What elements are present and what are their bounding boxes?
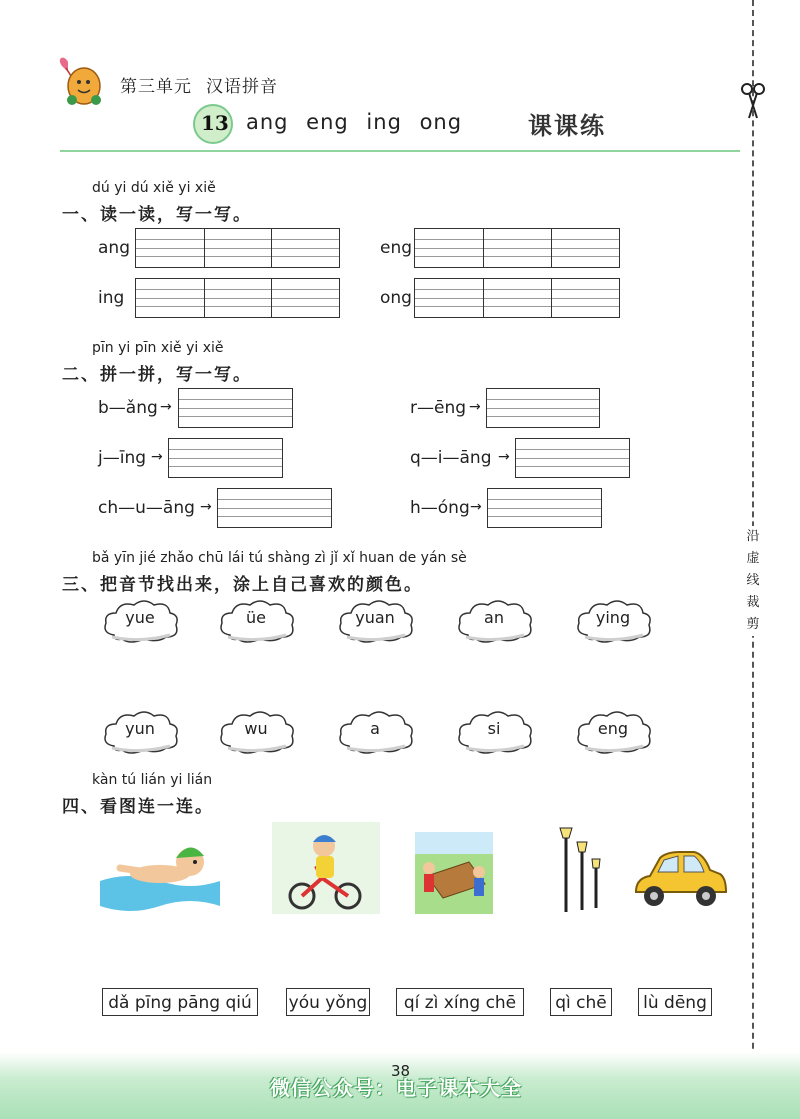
cut-char: 剪 [746,617,760,632]
street-lamps-picture[interactable] [552,822,610,914]
mascot-illustration [54,48,116,110]
scissors-icon [740,82,766,122]
section1-label-ing: ing [98,288,125,308]
cut-char: 线 [746,573,760,588]
section3-title: 三、把音节找出来，涂上自己喜欢的颜色。 [62,575,423,595]
section4-title: 四、看图连一连。 [62,797,214,817]
word-card[interactable]: yóu yǒng [286,988,370,1016]
cloud-syllable-label: an [484,608,504,627]
lesson-number: 13 [201,111,229,135]
word-card[interactable]: qì chē [550,988,612,1016]
unit-heading [120,72,278,97]
syllable-cloud[interactable] [335,597,415,645]
brand-title: 课课练 [528,112,606,140]
arrow-icon: → [469,399,481,415]
cloud-syllable-label: eng [597,719,629,738]
syllable-cloud[interactable] [573,597,653,645]
section2-title: 二、拼一拼，写一写。 [62,365,252,385]
answer-box[interactable] [515,438,630,478]
section1-pinyin: dú yi dú xiě yi xiě [92,180,216,196]
swimming-picture[interactable] [100,826,220,916]
writing-grid-ong[interactable] [414,278,620,318]
syllable-cloud[interactable] [216,597,296,645]
section4-pinyin: kàn tú lián yi lián [92,772,213,788]
cut-char: 沿 [746,529,760,544]
syllable-cloud[interactable] [573,708,653,756]
lesson-title: ang eng ing ong [246,110,463,134]
answer-box[interactable] [178,388,293,428]
answer-box[interactable] [168,438,283,478]
section2-pinyin: pīn yi pīn xiě yi xiě [92,340,224,356]
section1-label-ang: ang [98,238,130,258]
syllable-cloud[interactable] [100,708,180,756]
spell-syllable: h—óng [410,498,470,518]
spell-syllable: q—i—āng [410,448,492,468]
syllable-cloud[interactable] [216,708,296,756]
cloud-syllable-label: yuan [355,608,395,627]
cloud-syllable-label: wu [244,719,268,738]
unit-number: 第三单元 [120,77,192,97]
cloud-syllable-label: yue [125,608,155,627]
table-tennis-picture[interactable] [415,832,493,914]
cycling-picture[interactable] [272,822,380,914]
arrow-icon: → [498,449,510,465]
cut-char: 虚 [746,551,760,566]
spell-syllable: ch—u—āng [98,498,195,518]
unit-title: 汉语拼音 [206,77,278,97]
answer-box[interactable] [486,388,600,428]
writing-grid-ang[interactable] [135,228,340,268]
cut-char: 裁 [746,595,760,610]
cloud-syllable-label: ying [595,608,631,627]
spell-syllable: r—ēng [410,398,467,418]
wechat-banner: 微信公众号：电子课本大全 [270,1076,522,1100]
lesson-number-badge [193,104,233,144]
spell-syllable: j—īng [98,448,147,468]
syllable-cloud[interactable] [335,708,415,756]
syllable-cloud[interactable] [454,597,534,645]
cloud-syllable-label: yun [125,719,155,738]
arrow-icon: → [200,499,212,515]
arrow-icon: → [151,449,163,465]
word-card[interactable]: dǎ pīng pāng qiú [102,988,258,1016]
word-card[interactable]: lù dēng [638,988,712,1016]
syllable-cloud[interactable] [100,597,180,645]
cloud-syllable-label: a [370,719,380,738]
car-picture[interactable] [630,848,728,910]
writing-grid-ing[interactable] [135,278,340,318]
writing-grid-eng[interactable] [414,228,620,268]
spell-syllable: b—ǎng [98,398,158,418]
cloud-syllable-label: üe [246,608,266,627]
cloud-syllable-label: si [487,719,501,738]
answer-box[interactable] [217,488,332,528]
header-divider [60,150,740,152]
arrow-icon: → [470,499,482,515]
section1-title: 一、读一读，写一写。 [62,205,252,225]
answer-box[interactable] [487,488,602,528]
section3-pinyin: bǎ yīn jié zhǎo chū lái tú shàng zì jǐ xǐ huan de yán sè [92,550,467,566]
page-number: 38 [391,1062,411,1080]
syllable-cloud[interactable] [454,708,534,756]
cut-instruction [740,526,766,636]
arrow-icon: → [160,399,172,415]
word-card[interactable]: qí zì xíng chē [396,988,524,1016]
section1-label-ong: ong [380,288,412,308]
section1-label-eng: eng [380,238,413,258]
